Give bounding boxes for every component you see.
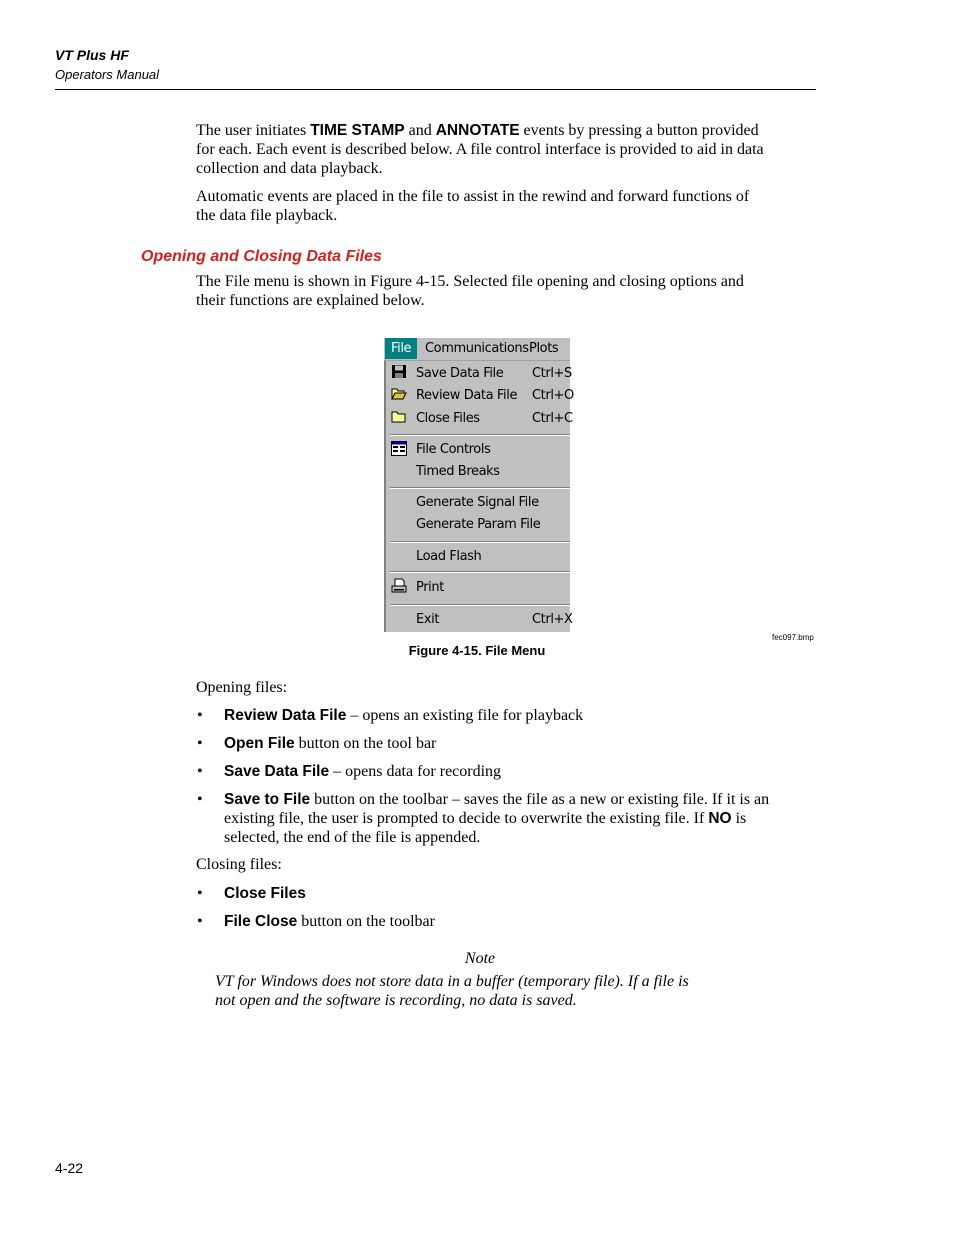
menu-separator: [390, 541, 570, 543]
menu-item-exit[interactable]: Exit: [416, 612, 440, 627]
note-line: VT for Windows does not store data in a buffer (temporary file). If a file is: [215, 973, 689, 990]
open-folder-icon: [391, 386, 407, 401]
note-heading: Note: [464, 950, 496, 967]
menu-item-timed-breaks[interactable]: Timed Breaks: [416, 464, 500, 479]
menu-separator: [390, 487, 570, 489]
menu-bar: [384, 338, 570, 361]
intro-text: The user initiates: [196, 122, 311, 139]
shortcut-save: Ctrl+S: [532, 366, 572, 381]
close-files-term: Close Files: [224, 885, 306, 902]
menu-communications[interactable]: Communications: [425, 341, 529, 356]
printer-icon: [391, 578, 407, 595]
closing-bullet-1: [224, 884, 306, 903]
bullet-mark: •: [197, 913, 203, 930]
bullet-text: selected, the end of the file is appended.: [224, 829, 481, 846]
bullet-mark: •: [197, 885, 203, 902]
floppy-disk-icon: [391, 364, 407, 379]
bullet-mark: •: [197, 791, 203, 808]
opening-bullet-3: [224, 762, 501, 781]
bullet-text: existing file, the user is prompted to decide to overwrite the existing file. If: [224, 810, 709, 827]
running-header-title: VT Plus HF: [55, 47, 129, 63]
shortcut-review: Ctrl+O: [532, 388, 574, 403]
bullet-mark: •: [197, 763, 203, 780]
intro-paragraph-2: [196, 187, 749, 225]
closing-bullet-2: [224, 912, 435, 931]
open-file-term: Open File: [224, 735, 295, 752]
time-stamp-term: TIME STAMP: [310, 122, 405, 139]
bullet-text: button on the tool bar: [294, 735, 437, 752]
bullet-text: button on the toolbar: [297, 913, 435, 930]
header-rule: [55, 89, 816, 90]
menu-separator: [390, 434, 570, 436]
figure-credit: fec097.bmp: [772, 633, 814, 642]
menu-separator: [390, 604, 570, 606]
opening-bullet-1: [224, 706, 583, 725]
save-data-file-term: Save Data File: [224, 763, 330, 780]
menu-separator: [390, 571, 570, 573]
save-to-file-term: Save to File: [224, 791, 311, 808]
menu-item-file-controls[interactable]: File Controls: [416, 442, 491, 457]
intro-text: and: [404, 122, 436, 139]
bullet-text: – opens data for recording: [329, 763, 502, 780]
menu-plots[interactable]: Plots: [529, 341, 559, 356]
intro-line: Automatic events are placed in the file to assist in the rewind and forward functions of: [196, 188, 750, 205]
shortcut-close: Ctrl+C: [532, 411, 573, 426]
menu-item-close-files[interactable]: Close Files: [416, 411, 480, 426]
intro-line: for each. Each event is described below. A file control interface is provided to aid in data: [196, 141, 764, 158]
annotate-term: ANNOTATE: [435, 122, 520, 139]
menu-file[interactable]: File: [385, 338, 417, 359]
note-line: not open and the software is recording, no data is saved.: [215, 992, 577, 1009]
menu-item-generate-signal-file[interactable]: Generate Signal File: [416, 495, 539, 510]
running-header-subtitle: Operators Manual: [55, 67, 160, 82]
opening-intro: Opening files:: [196, 679, 288, 696]
menu-item-load-flash[interactable]: Load Flash: [416, 549, 482, 564]
bullet-text: – opens an existing file for playback: [346, 707, 584, 724]
closed-folder-icon: [391, 409, 407, 424]
intro-paragraph-1: [196, 121, 764, 178]
shortcut-exit: Ctrl+X: [532, 612, 573, 627]
section-line: The File menu is shown in Figure 4-15. Selected file opening and closing options and: [196, 273, 744, 290]
bullet-text: button on the toolbar – saves the file as a new or existing file. If it is an: [310, 791, 770, 808]
closing-intro: Closing files:: [196, 856, 282, 873]
menu-item-print[interactable]: Print: [416, 580, 444, 595]
intro-text: events by pressing a button provided: [519, 122, 759, 139]
intro-line: the data file playback.: [196, 207, 338, 224]
opening-bullet-4: [224, 790, 769, 847]
note-text: [215, 972, 775, 1010]
file-controls-icon: [391, 441, 407, 456]
menu-item-save-data-file[interactable]: Save Data File: [416, 366, 504, 381]
bullet-mark: •: [197, 707, 203, 724]
bullet-text: is: [731, 810, 747, 827]
no-term: NO: [708, 810, 732, 827]
section-paragraph: [196, 272, 744, 310]
page-number: 4-22: [55, 1160, 84, 1176]
opening-bullet-2: [224, 734, 436, 753]
menu-item-review-data-file[interactable]: Review Data File: [416, 388, 518, 403]
figure-caption: Figure 4-15. File Menu: [408, 643, 546, 658]
section-line: their functions are explained below.: [196, 292, 425, 309]
section-heading: Opening and Closing Data Files: [141, 248, 382, 265]
file-menu-figure: [384, 338, 574, 632]
intro-line: collection and data playback.: [196, 160, 383, 177]
bullet-mark: •: [197, 735, 203, 752]
file-dropdown: [384, 361, 574, 632]
menu-item-generate-param-file[interactable]: Generate Param File: [416, 517, 541, 532]
file-close-term: File Close: [224, 913, 298, 930]
review-data-file-term: Review Data File: [224, 707, 347, 724]
